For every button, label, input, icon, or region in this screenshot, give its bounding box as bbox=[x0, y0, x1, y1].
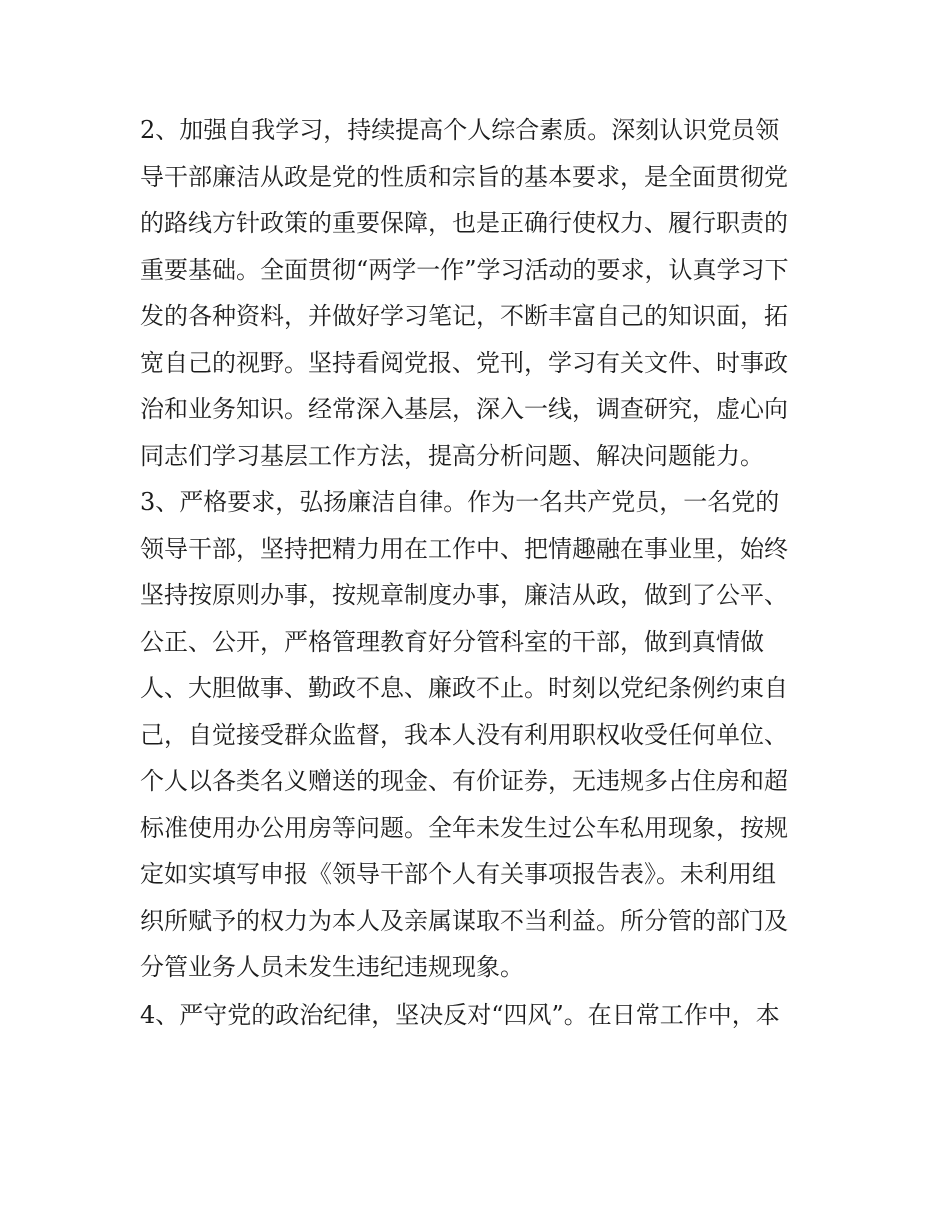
text-line: 发的各种资料，并做好学习笔记，不断丰富自己的知识面，拓 bbox=[140, 302, 788, 330]
text-line: 标准使用办公用房等问题。全年未发生过公车私用现象，按规 bbox=[140, 813, 788, 842]
text-line: 己，自觉接受群众监督，我本人没有利用职权收受任何单位、 bbox=[140, 720, 788, 749]
text-line: 导干部廉洁从政是党的性质和宗旨的基本要求，是全面贯彻党 bbox=[140, 162, 788, 191]
text-line: 同志们学习基层工作方法，提高分析问题、解决问题能力。 bbox=[140, 441, 764, 470]
text-line: 4、严守党的政治纪律，坚决反对“四风”。在日常工作中，本 bbox=[140, 1000, 780, 1029]
text-line: 宽自己的视野。坚持看阅党报、党刊，学习有关文件、时事政 bbox=[140, 348, 788, 377]
text-line: 坚持按原则办事，按规章制度办事，廉洁从政，做到了公平、 bbox=[140, 581, 788, 609]
text-line: 定如实填写申报《领导干部个人有关事项报告表》。未利用组 bbox=[140, 860, 776, 888]
text-line: 3、严格要求，弘扬廉洁自律。作为一名共产党员，一名党的 bbox=[140, 488, 780, 516]
text-line: 公正、公开，严格管理教育好分管科室的干部，做到真情做 bbox=[140, 627, 764, 656]
text-line: 的路线方针政策的重要保障，也是正确行使权力、履行职责的 bbox=[140, 209, 788, 237]
text-line: 2、加强自我学习，持续提高个人综合素质。深刻认识党员领 bbox=[140, 116, 780, 144]
text-line: 分管业务人员未发生违纪违规现象。 bbox=[140, 953, 524, 981]
document-body bbox=[140, 107, 820, 1038]
text-line: 治和业务知识。经常深入基层，深入一线，调查研究，虚心向 bbox=[140, 395, 788, 423]
text-line: 织所赋予的权力为本人及亲属谋取不当利益。所分管的部门及 bbox=[140, 906, 788, 935]
text-line: 个人以各类名义赠送的现金、有价证券，无违规多占住房和超 bbox=[140, 767, 788, 795]
text-line: 重要基础。全面贯彻“两学一作”学习活动的要求，认真学习下 bbox=[140, 255, 789, 284]
text-line: 领导干部，坚持把精力用在工作中、把情趣融在事业里，始终 bbox=[140, 534, 788, 563]
text-line: 人、大胆做事、勤政不息、廉政不止。时刻以党纪条例约束自 bbox=[140, 674, 788, 702]
